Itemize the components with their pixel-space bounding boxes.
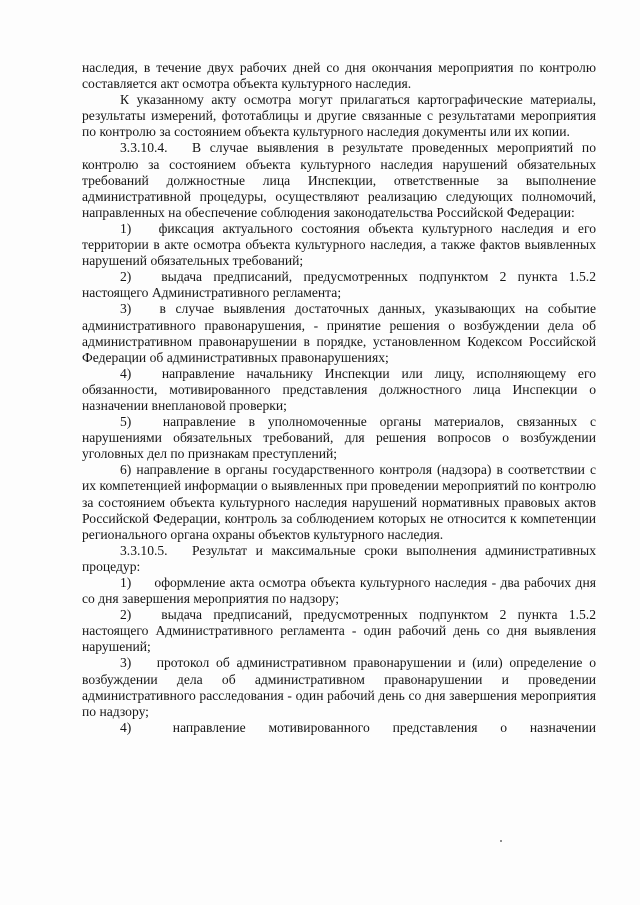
list-item	[82, 607, 596, 655]
list-item-text: выдача предписаний, предусмотренных подпунктом 2 пункта 1.5.2 настоящего Административного регламента - один рабочий день со дня выявления нарушений;	[82, 607, 596, 655]
list-item-number: 2)	[120, 607, 132, 623]
list-item-number: 3)	[120, 655, 132, 671]
list-item	[82, 269, 596, 301]
list-item-number: 5)	[120, 414, 132, 430]
list-item-number: 3)	[120, 301, 132, 317]
list-item	[82, 366, 596, 414]
list-item-number: 1)	[120, 220, 132, 236]
list-item-text: направление в уполномоченные органы материалов, связанных с нарушениями обязательных требований, для решения вопросов о возбуждении уголовных дел по признакам преступлений;	[82, 414, 596, 462]
paragraph-attachments: К указанному акту осмотра могут прилагаться картографические материалы, результаты измерений, фототаблицы и другие связанные с результатами мероприятия по контролю за состоянием объекта культурного наследия документы или их копии.	[82, 92, 596, 140]
clause-number: 3.3.10.5.	[120, 542, 168, 558]
list-item	[82, 221, 596, 269]
list-item-text: направление начальнику Инспекции или лицу, исполняющему его обязанности, мотивированного представления должностного лица Инспекции о назначении внеплановой проверки;	[82, 365, 596, 413]
clause-text: В случае выявления в результате проведенных мероприятий по контролю за состоянием объекта культурного наследия нарушений обязательных требований должностные лица Инспекции, ответственные за выполнение административной процедуры, осуществляют реализацию следующих полномочий, направленных на обеспечение соблюдения законодательства Российской Федерации:	[82, 140, 596, 220]
list-item-number: 1)	[120, 575, 132, 590]
list-item	[82, 720, 596, 736]
list-item-number: 2)	[120, 269, 132, 285]
list-item	[82, 414, 596, 462]
list-item-text: фиксация актуального состояния объекта культурного наследия и его территории в акте осмотра объекта культурного наследия, а также фактов выявленных нарушений обязательных требований;	[82, 220, 596, 269]
list-item-text: выдача предписаний, предусмотренных подпунктом 2 пункта 1.5.2 настоящего Административного регламента;	[82, 269, 596, 301]
document-body	[82, 60, 596, 736]
list-item-number: 4)	[120, 365, 132, 381]
list-item	[82, 301, 596, 365]
clause-text: Результат и максимальные сроки выполнения административных процедур:	[82, 542, 596, 574]
list-item-text: оформление акта осмотра объекта культурного наследия - два рабочих дня со дня завершения мероприятия по надзору;	[82, 575, 596, 607]
clause-number: 3.3.10.4.	[120, 140, 168, 156]
list-item-number: 4)	[120, 719, 132, 735]
list-item	[82, 655, 596, 719]
list-item-text: в случае выявления достаточных данных, указывающих на событие административного правонарушения, - принятие решения о возбуждении дела об административном правонарушении в порядке, установленном Кодексом Российской Федерации об административных правонарушениях;	[82, 301, 596, 365]
scan-speck	[500, 840, 502, 842]
list-item-text: протокол об административном правонарушении и (или) определение о возбуждении дела об административном правонарушении и проведении административного расследования - один рабочий день со дня завершения мероприятия по надзору;	[82, 655, 596, 719]
list-item-text: направление мотивированного представления о назначении	[172, 719, 596, 735]
list-item-6: 6) направление в органы государственного контроля (надзора) в соответствии с их компетенцией информации о выявленных при проведении мероприятий по контролю за состоянием объекта культурного наследия нарушений нормативных правовых актов Российской Федерации, контроль за соблюдением которых не относится к компетенции регионального органа охраны объектов культурного наследия.	[82, 462, 596, 542]
paragraph-3-3-10-5	[82, 543, 596, 575]
list-item	[82, 575, 596, 607]
paragraph-3-3-10-4	[82, 140, 596, 220]
paragraph-continuation: наследия, в течение двух рабочих дней со дня окончания мероприятия по контролю составляется акт осмотра объекта культурного наследия.	[82, 60, 596, 92]
